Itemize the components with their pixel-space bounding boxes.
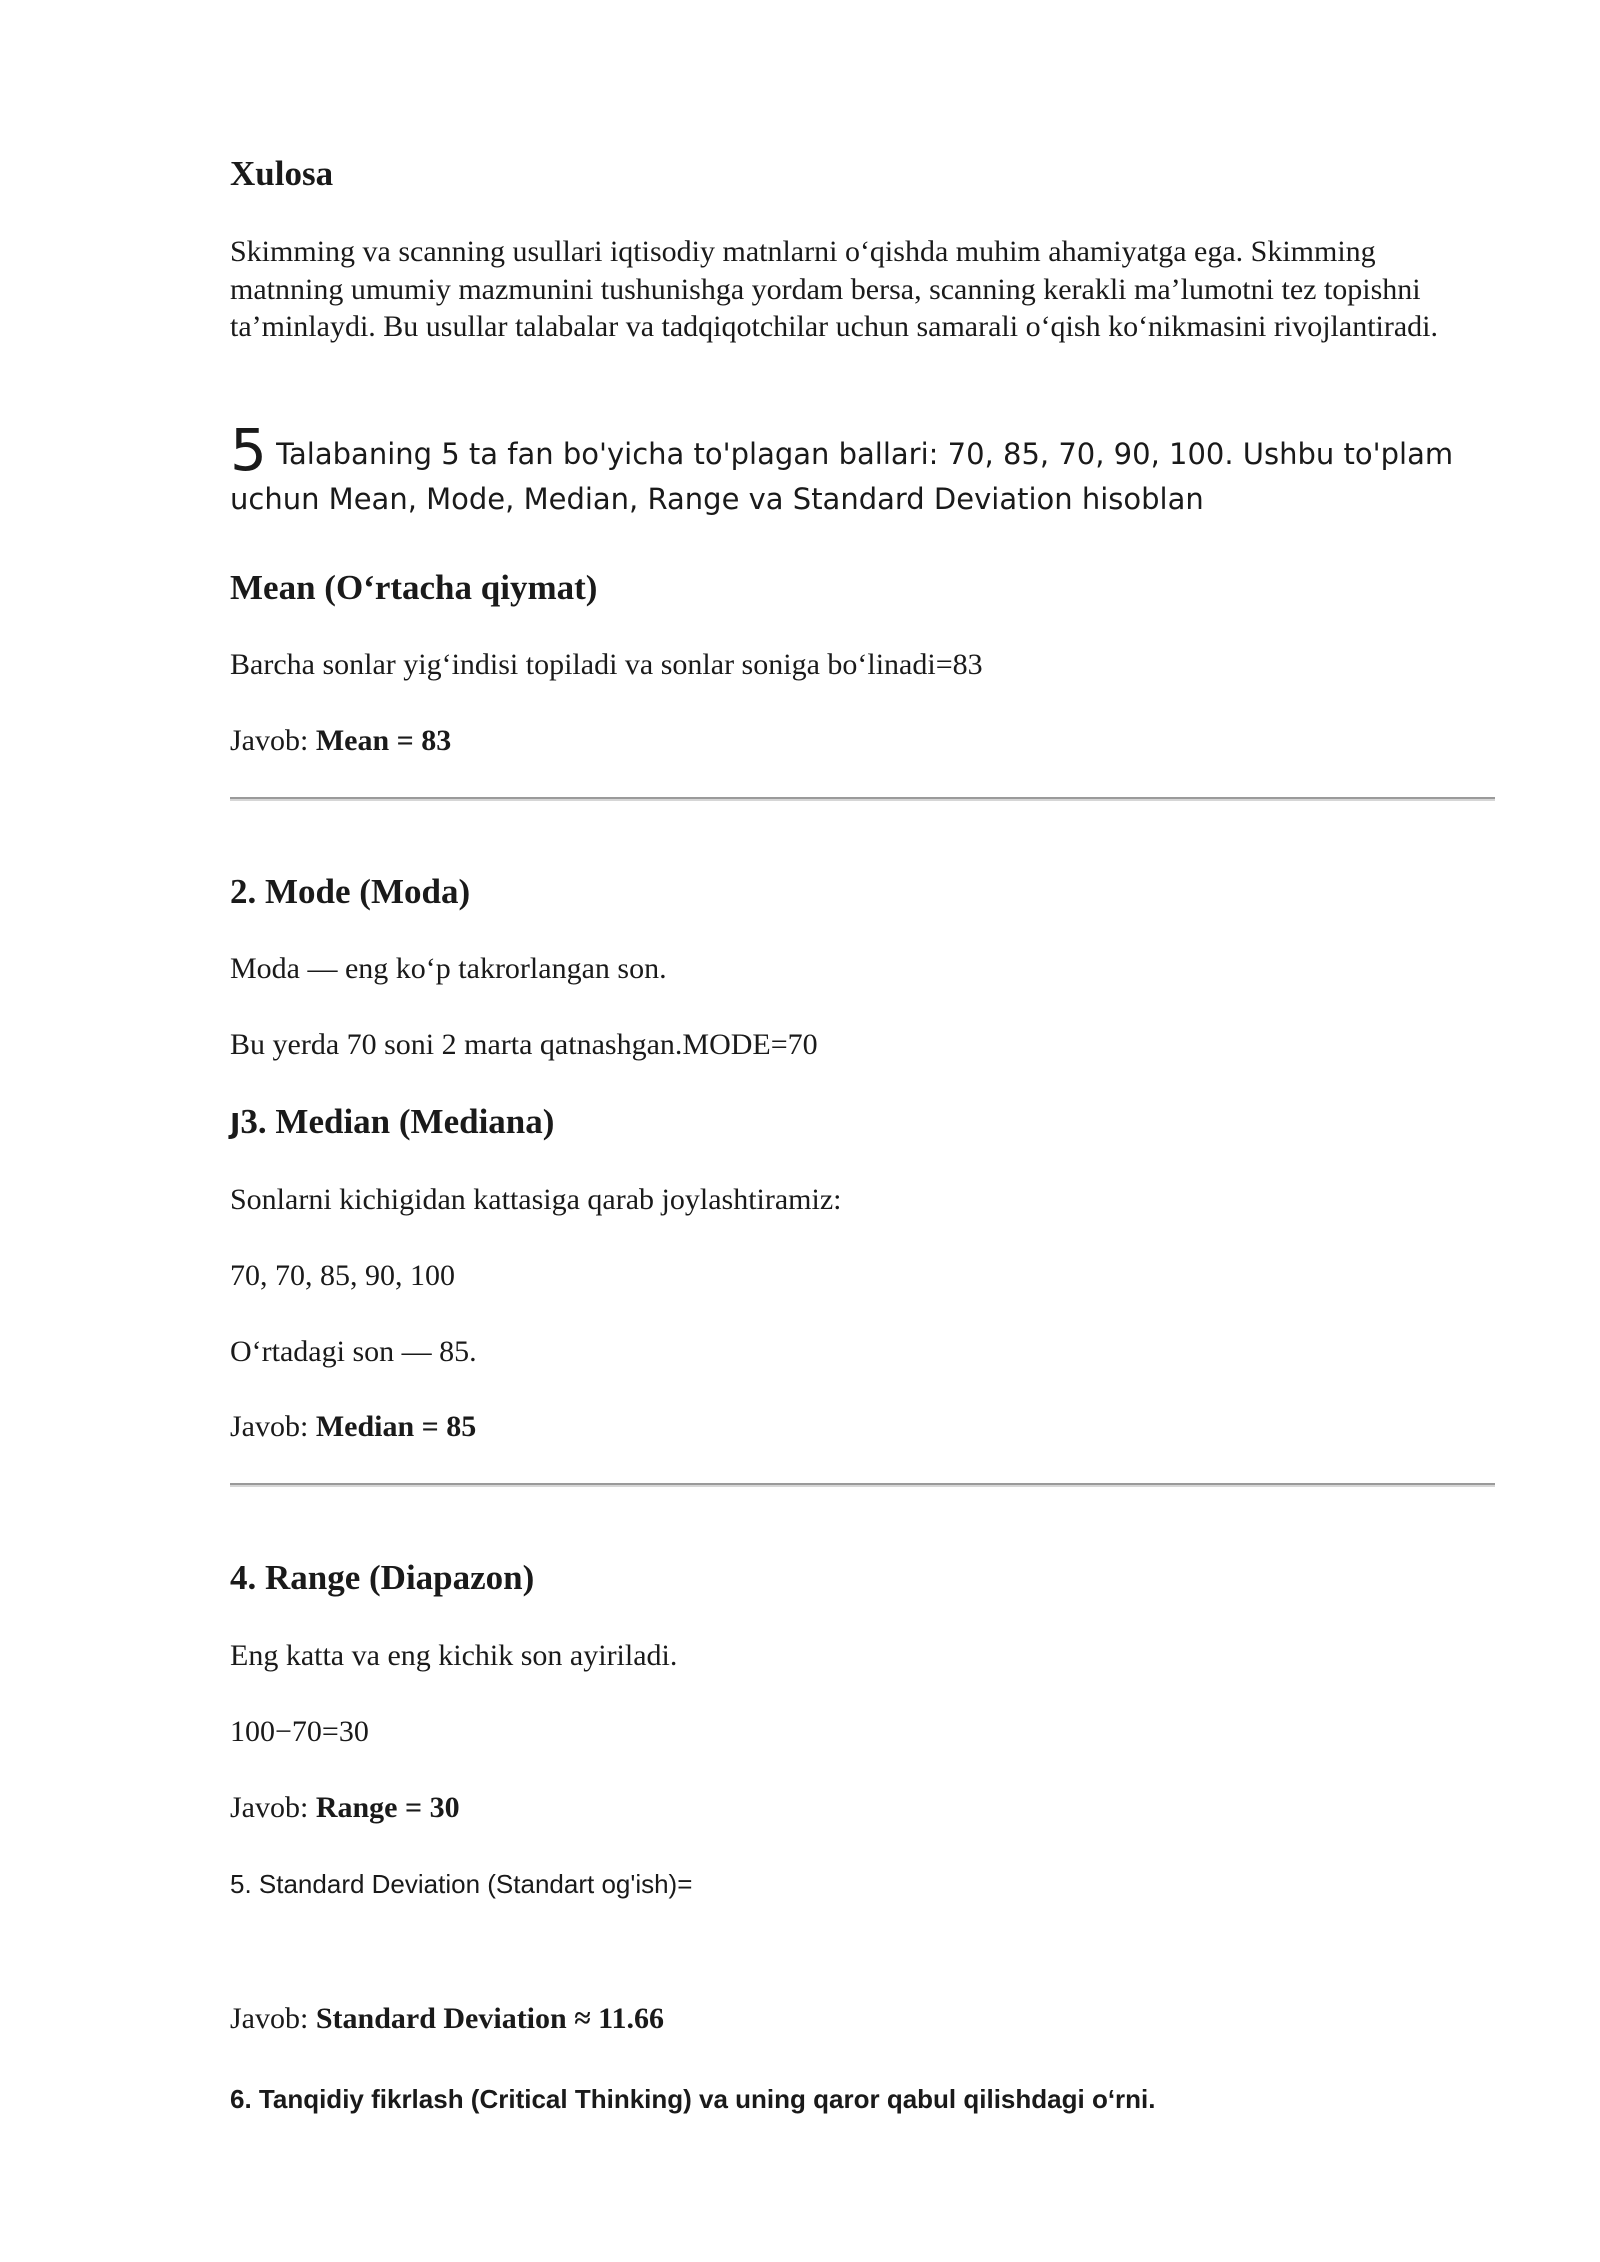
range-answer-prefix: Javob: xyxy=(230,1791,316,1824)
question-5 xyxy=(230,416,1495,522)
range-heading: 4. Range (Diapazon) xyxy=(230,1558,535,1597)
median-heading-prefix: J xyxy=(230,1107,241,1140)
std-heading: 5. Standard Deviation (Standart og'ish)= xyxy=(230,1869,693,1899)
question-text: Talabaning 5 ta fan bo'yicha to'plagan ballari: 70, 85, 70, 90, 100. Ushbu to'plam uchun Mean, Mode, Median, Range va Standard Deviation hisoblan xyxy=(230,437,1454,516)
median-heading xyxy=(230,1102,1495,1144)
conclusion-heading: Xulosa xyxy=(230,154,334,193)
mean-answer xyxy=(230,722,1495,760)
median-answer-value: Median = 85 xyxy=(315,1410,477,1443)
conclusion-paragraph: Skimming va scanning usullari iqtisodiy matnlarni o‘qishda muhim ahamiyatga ega. Skimming matnning umumiy mazmunini tushunishga yordam bersa, scanning kerakli ma’lumotni tez topishni ta’minlaydi. Bu usullar talabalar va tadqiqotchilar uchun samarali o‘qish ko‘nikmasini rivojlantiradi. xyxy=(230,235,1439,343)
range-answer-value: Range = 30 xyxy=(315,1791,460,1824)
mean-heading: Mean (O‘rtacha qiymat) xyxy=(230,568,598,607)
mode-explanation: Bu yerda 70 soni 2 marta qatnashgan.MODE=70 xyxy=(230,1028,818,1061)
median-instruction: Sonlarni kichigidan kattasiga qarab joylashtiramiz: xyxy=(230,1183,842,1216)
median-heading-text: 3. Median (Mediana) xyxy=(240,1102,555,1141)
mean-answer-value: Mean = 83 xyxy=(315,724,452,757)
std-answer xyxy=(230,2000,1495,2038)
std-answer-prefix: Javob: xyxy=(230,2002,316,2035)
range-explanation: Eng katta va eng kichik son ayiriladi. xyxy=(230,1639,678,1672)
median-answer-prefix: Javob: xyxy=(230,1410,316,1443)
std-answer-value: Standard Deviation ≈ 11.66 xyxy=(315,2002,665,2035)
median-answer xyxy=(230,1408,1495,1446)
critical-thinking-heading: 6. Tanqidiy fikrlash (Critical Thinking) va uning qaror qabul qilishdagi o‘rni. xyxy=(230,2084,1156,2114)
mode-heading: 2. Mode (Moda) xyxy=(230,872,471,911)
range-calculation: 100−70=30 xyxy=(230,1715,369,1748)
question-number: 5 xyxy=(230,416,267,484)
range-answer xyxy=(230,1789,1495,1827)
horizontal-rule xyxy=(230,1483,1495,1487)
median-sorted-values: 70, 70, 85, 90, 100 xyxy=(230,1259,455,1292)
mean-explanation: Barcha sonlar yig‘indisi topiladi va sonlar soniga bo‘linadi=83 xyxy=(230,648,983,681)
horizontal-rule xyxy=(230,797,1495,801)
median-middle: O‘rtadagi son — 85. xyxy=(230,1335,477,1368)
mode-definition: Moda — eng ko‘p takrorlangan son. xyxy=(230,952,667,985)
mean-answer-prefix: Javob: xyxy=(230,724,316,757)
